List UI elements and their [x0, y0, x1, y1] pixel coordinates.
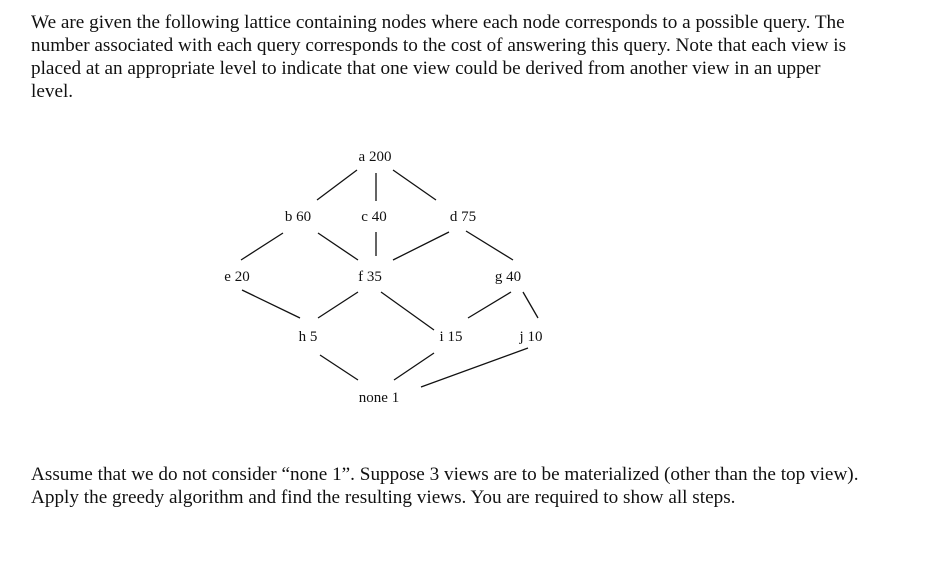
node-d: d 75: [449, 209, 477, 225]
intro-line-2: number associated with each query corresponds to the cost of answering this query. Note that each view is: [31, 35, 847, 56]
edge-g-j: [523, 292, 538, 318]
node-i: i 15: [439, 329, 463, 345]
edge-f-i: [381, 292, 434, 330]
lattice-edges: [241, 170, 538, 387]
edge-i-none: [394, 353, 434, 380]
node-a: a 200: [358, 149, 392, 165]
lattice-nodes: [224, 149, 542, 406]
node-c: c 40: [361, 209, 387, 225]
outro-line-1: Assume that we do not consider “none 1”. Suppose 3 views are to be materialized (other than the top view).: [31, 464, 859, 485]
edge-j-none: [421, 348, 528, 387]
edge-d-g: [466, 231, 513, 260]
node-g: g 40: [494, 269, 522, 285]
node-e: e 20: [224, 269, 250, 285]
intro-line-1: We are given the following lattice containing nodes where each node corresponds to a possible query. The: [31, 12, 845, 33]
node-f: f 35: [358, 269, 382, 285]
edge-a-b: [317, 170, 357, 200]
node-none: none 1: [358, 390, 400, 406]
edge-c-h: [318, 233, 358, 260]
node-h: h 5: [298, 329, 318, 345]
intro-line-3: placed at an appropriate level to indicate that one view could be derived from another view in an upper: [31, 58, 821, 79]
outro-line-2: Apply the greedy algorithm and find the resulting views. You are required to show all steps.: [31, 487, 736, 508]
edge-g-i: [468, 292, 511, 318]
node-b: b 60: [284, 209, 312, 225]
edge-e-h: [242, 290, 300, 318]
edge-b-e: [241, 233, 283, 260]
edge-a-d: [393, 170, 436, 200]
node-j: j 10: [519, 329, 543, 345]
edge-d-f: [393, 232, 449, 260]
problem-question: [31, 463, 911, 509]
intro-line-4: level.: [31, 81, 74, 102]
edge-f-h: [318, 292, 358, 318]
edge-h-none: [320, 355, 358, 380]
